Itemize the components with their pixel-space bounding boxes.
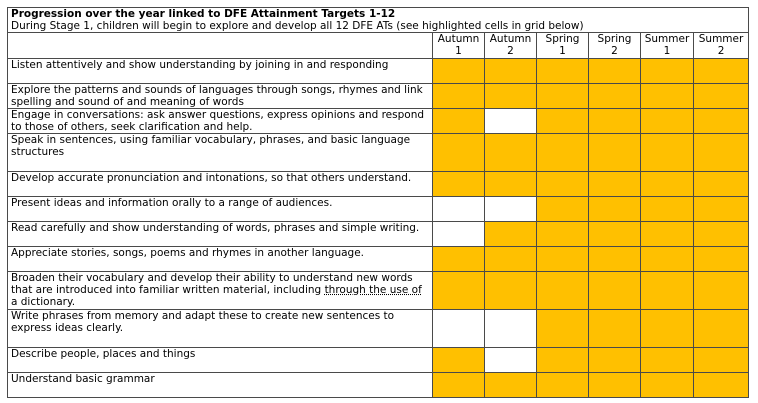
highlighted-cell: [433, 373, 485, 398]
highlighted-cell: [694, 172, 749, 197]
highlighted-cell: [433, 348, 485, 373]
highlighted-cell: [589, 134, 641, 172]
table-row: [8, 348, 749, 373]
table-row: [8, 134, 749, 172]
highlighted-cell: [433, 84, 485, 109]
empty-cell: [433, 197, 485, 222]
highlighted-cell: [433, 247, 485, 272]
highlighted-cell: [485, 373, 537, 398]
highlighted-cell: [485, 222, 537, 247]
empty-cell: [485, 197, 537, 222]
table-row: [8, 310, 749, 348]
attainment-target-text: Write phrases from memory and adapt these to create new sentences to express ideas clearly.: [8, 310, 433, 348]
attainment-target-text: Describe people, places and things: [8, 348, 433, 373]
empty-cell: [433, 222, 485, 247]
highlighted-cell: [537, 109, 589, 134]
highlighted-cell: [694, 197, 749, 222]
highlighted-cell: [694, 348, 749, 373]
highlighted-cell: [641, 310, 694, 348]
table-row: [8, 84, 749, 109]
term-header-row: [8, 33, 749, 59]
empty-cell: [433, 310, 485, 348]
table-header: [8, 8, 749, 33]
highlighted-cell: [485, 247, 537, 272]
table-header-row: [8, 8, 749, 33]
highlighted-cell: [641, 109, 694, 134]
attainment-rows: [8, 59, 749, 398]
highlighted-cell: [589, 172, 641, 197]
attainment-target-text: Speak in sentences, using familiar vocabulary, phrases, and basic language structures: [8, 134, 433, 172]
highlighted-cell: [537, 172, 589, 197]
highlighted-cell: [589, 247, 641, 272]
highlighted-cell: [589, 197, 641, 222]
highlighted-cell: [537, 134, 589, 172]
highlighted-cell: [641, 222, 694, 247]
highlighted-cell: [694, 59, 749, 84]
term-header: Autumn 2: [485, 33, 537, 59]
table-row: [8, 247, 749, 272]
highlighted-cell: [589, 310, 641, 348]
highlighted-cell: [694, 84, 749, 109]
term-header: Summer 1: [641, 33, 694, 59]
highlighted-cell: [433, 59, 485, 84]
table-row: [8, 172, 749, 197]
highlighted-cell: [641, 247, 694, 272]
highlighted-cell: [485, 272, 537, 310]
term-header: Spring 1: [537, 33, 589, 59]
attainment-target-text: Read carefully and show understanding of words, phrases and simple writing.: [8, 222, 433, 247]
progression-table: [7, 7, 749, 398]
highlighted-cell: [485, 59, 537, 84]
highlighted-cell: [694, 272, 749, 310]
highlighted-cell: [537, 197, 589, 222]
highlighted-cell: [641, 84, 694, 109]
table-row: [8, 373, 749, 398]
table-row: [8, 109, 749, 134]
highlighted-cell: [433, 172, 485, 197]
table-row: [8, 197, 749, 222]
attainment-target-text: Broaden their vocabulary and develop their ability to understand new words that are introduced into familiar written material, including through the use of a dictionary.: [8, 272, 433, 310]
highlighted-cell: [537, 373, 589, 398]
highlighted-cell: [537, 348, 589, 373]
highlighted-cell: [589, 59, 641, 84]
term-header: Spring 2: [589, 33, 641, 59]
highlighted-cell: [485, 134, 537, 172]
highlighted-cell: [641, 59, 694, 84]
highlighted-cell: [433, 134, 485, 172]
attainment-target-text: Present ideas and information orally to a range of audiences.: [8, 197, 433, 222]
highlighted-cell: [589, 272, 641, 310]
term-header: Autumn 1: [433, 33, 485, 59]
highlighted-cell: [641, 172, 694, 197]
highlighted-cell: [537, 247, 589, 272]
highlighted-cell: [694, 134, 749, 172]
attainment-target-text: Appreciate stories, songs, poems and rhymes in another language.: [8, 247, 433, 272]
highlighted-cell: [485, 84, 537, 109]
highlighted-cell: [641, 272, 694, 310]
highlighted-cell: [433, 109, 485, 134]
highlighted-cell: [641, 348, 694, 373]
table-row: [8, 222, 749, 247]
highlighted-cell: [694, 109, 749, 134]
highlighted-cell: [537, 59, 589, 84]
highlighted-cell: [589, 373, 641, 398]
empty-cell: [485, 109, 537, 134]
term-header: Summer 2: [694, 33, 749, 59]
highlighted-cell: [537, 310, 589, 348]
attainment-target-text: Understand basic grammar: [8, 373, 433, 398]
table-row: [8, 272, 749, 310]
highlighted-cell: [641, 197, 694, 222]
highlighted-cell: [589, 84, 641, 109]
blank-header-cell: [8, 33, 433, 59]
highlighted-cell: [694, 222, 749, 247]
table-row: [8, 59, 749, 84]
attainment-target-text: Listen attentively and show understanding by joining in and responding: [8, 59, 433, 84]
highlighted-cell: [433, 272, 485, 310]
highlighted-cell: [485, 172, 537, 197]
highlighted-cell: [589, 222, 641, 247]
attainment-target-text: Explore the patterns and sounds of languages through songs, rhymes and link spelling and sound of and meaning of words: [8, 84, 433, 109]
highlighted-cell: [589, 109, 641, 134]
highlighted-cell: [694, 247, 749, 272]
highlighted-cell: [641, 373, 694, 398]
highlighted-cell: [694, 373, 749, 398]
highlighted-cell: [537, 222, 589, 247]
table-subtitle: During Stage 1, children will begin to explore and develop all 12 DFE ATs (see highlighted cells in grid below): [11, 20, 584, 32]
table-title: Progression over the year linked to DFE Attainment Targets 1-12: [11, 8, 396, 20]
highlighted-cell: [694, 310, 749, 348]
highlighted-cell: [537, 272, 589, 310]
empty-cell: [485, 310, 537, 348]
empty-cell: [485, 348, 537, 373]
highlighted-cell: [537, 84, 589, 109]
attainment-target-text: Engage in conversations: ask answer questions, express opinions and respond to those of others, seek clarification and help.: [8, 109, 433, 134]
highlighted-cell: [641, 134, 694, 172]
attainment-target-text: Develop accurate pronunciation and intonations, so that others understand.: [8, 172, 433, 197]
highlighted-cell: [589, 348, 641, 373]
